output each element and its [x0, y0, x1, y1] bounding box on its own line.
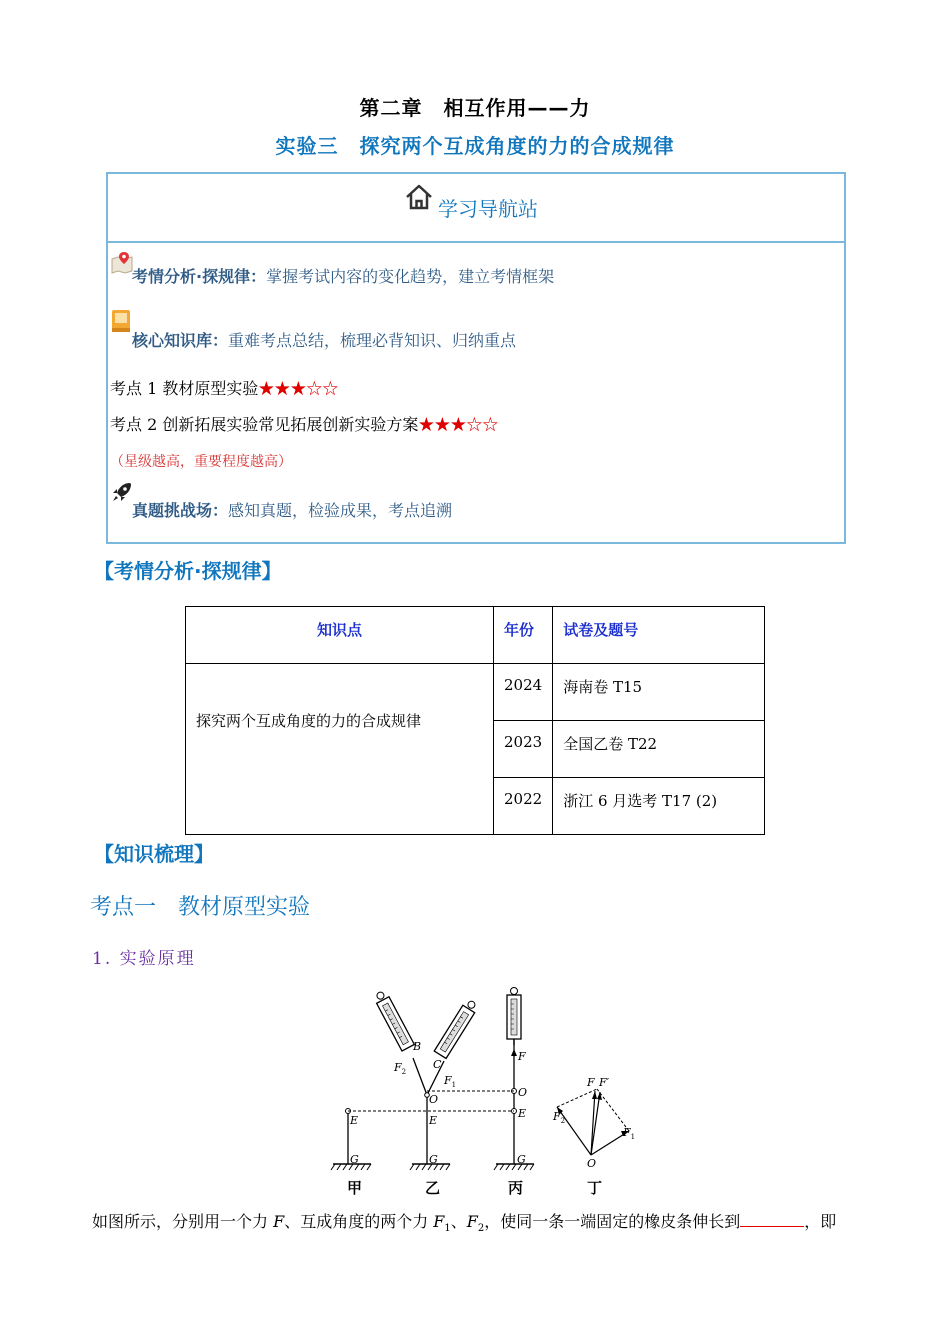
- kaodian-2-line: [110, 412, 498, 435]
- para-text-d: ，即: [804, 1212, 837, 1231]
- label-e-bing: E: [518, 1107, 527, 1120]
- caption-jia: 甲: [347, 1179, 363, 1197]
- table-row: [186, 664, 765, 721]
- principle-paragraph: [92, 1209, 862, 1234]
- kaodian-1-empty-stars: ☆☆: [306, 379, 339, 398]
- label-f-bing: F: [518, 1050, 526, 1063]
- kaodian-2-empty-stars: ☆☆: [466, 415, 499, 434]
- nav-title: 学习导航站: [438, 197, 538, 221]
- spring-scale-vertical: [507, 988, 521, 1046]
- nav-row-analysis-label: 考情分析·探规律：: [132, 267, 267, 286]
- table-cell-paper: 海南卷 T15: [553, 664, 765, 721]
- principle-heading: 1. 实验原理: [92, 949, 196, 969]
- caption-bing: 丙: [508, 1179, 524, 1197]
- label-f1-ding-sub: 1: [630, 1133, 636, 1141]
- label-f2-ding: [552, 1110, 565, 1125]
- label-f2-yi-f: F: [394, 1061, 402, 1074]
- label-f1-ding-f: F: [623, 1126, 631, 1139]
- label-g-bing: G: [517, 1153, 526, 1166]
- label-g-jia: G: [350, 1153, 359, 1166]
- para-text-b: 、互成角度的两个力: [284, 1212, 434, 1231]
- map-pin-icon: [110, 250, 134, 274]
- nav-row-challenge-label: 真题挑战场：: [132, 501, 229, 520]
- para-force-f1: F: [433, 1212, 445, 1231]
- nav-row-challenge-desc: 感知真题，检验成果，考点追溯: [228, 501, 453, 520]
- nav-row-challenge: [132, 498, 452, 521]
- para-force-f2: F: [466, 1212, 478, 1231]
- table-topic-cell: 探究两个互成角度的力的合成规律: [186, 664, 494, 835]
- nav-row-knowledge-desc: 重难考点总结，梳理必背知识、归纳重点: [228, 331, 517, 350]
- nav-row-analysis-desc: 掌握考试内容的变化趋势，建立考情框架: [266, 267, 555, 286]
- spring-scale-left: [373, 989, 415, 1051]
- nav-row-analysis: [132, 264, 554, 287]
- table-cell-year: 2023: [494, 721, 553, 778]
- label-e-yi: E: [429, 1114, 438, 1127]
- label-f1-yi: [443, 1074, 456, 1089]
- label-f2-yi-sub: 2: [401, 1068, 407, 1076]
- kaodian-2-text: 考点 2 创新拓展实验常见拓展创新实验方案: [110, 415, 419, 434]
- kaodian-2-stars: ★★★: [418, 415, 467, 434]
- label-f2-ding-sub: 2: [560, 1117, 566, 1125]
- label-c: C: [433, 1058, 442, 1071]
- chapter-title: 第二章 相互作用——力: [359, 96, 591, 120]
- nav-row-knowledge: [132, 328, 516, 351]
- label-f-ding: F: [587, 1076, 595, 1089]
- experiment-title: 实验三 探究两个互成角度的力的合成规律: [275, 134, 675, 158]
- rocket-icon: [110, 480, 134, 504]
- caption-ding: 丁: [587, 1179, 603, 1197]
- label-e-jia: E: [350, 1114, 359, 1127]
- fill-blank[interactable]: [740, 1212, 804, 1227]
- spring-scale-right: [434, 998, 479, 1058]
- book-icon: [110, 309, 132, 333]
- table-cell-year: 2022: [494, 778, 553, 835]
- label-g-yi: G: [429, 1153, 438, 1166]
- label-f2-ding-f: F: [553, 1110, 561, 1123]
- table-header-paper: 试卷及题号: [553, 607, 765, 664]
- arrow-f-bing: [511, 1049, 517, 1056]
- table-cell-year: 2024: [494, 664, 553, 721]
- table-header-year: 年份: [494, 607, 553, 664]
- label-f1-yi-sub: 1: [451, 1081, 457, 1089]
- nav-header: [108, 174, 844, 243]
- kaodian-1-heading: 考点一 教材原型实验: [90, 895, 311, 920]
- table-cell-paper: 全国乙卷 T22: [553, 721, 765, 778]
- kaodian-1-stars: ★★★: [258, 379, 307, 398]
- kaodian-1-line: [110, 376, 338, 399]
- label-f1-ding: [622, 1126, 635, 1141]
- table-header-row: [186, 607, 765, 664]
- string-b: [413, 1058, 427, 1095]
- para-sub-1: 1: [444, 1223, 451, 1235]
- caption-yi: 乙: [425, 1179, 441, 1197]
- section-title-knowledge: 【知识梳理】: [94, 842, 214, 866]
- kaodian-1-text: 考点 1 教材原型实验: [110, 379, 259, 398]
- para-sub-2: 2: [477, 1223, 485, 1235]
- table-header-topic: 知识点: [186, 607, 494, 664]
- star-note: （星级越高，重要程度越高）: [110, 454, 292, 470]
- label-o-ding: O: [587, 1157, 597, 1170]
- ground-bing: [494, 1164, 534, 1170]
- label-b: B: [413, 1040, 422, 1053]
- para-text-a: 如图所示，分别用一个力: [92, 1212, 274, 1231]
- label-fprime-ding: F′: [599, 1076, 610, 1089]
- label-o-yi: O: [429, 1093, 439, 1106]
- section-title-analysis: 【考情分析·探规律】: [94, 559, 282, 583]
- experiment-figure: [325, 983, 645, 1201]
- para-text-c: ，使同一条一端固定的橡皮条伸长到: [484, 1212, 741, 1231]
- label-o-bing: O: [518, 1086, 528, 1099]
- nav-row-knowledge-label: 核心知识库：: [132, 331, 229, 350]
- para-sep: 、: [450, 1212, 467, 1231]
- learning-nav-box: [106, 172, 846, 544]
- para-force-f: F: [273, 1212, 285, 1231]
- force-diagram: [557, 1089, 629, 1155]
- label-f2-yi: [393, 1061, 406, 1076]
- home-icon: [404, 182, 434, 212]
- exam-table: [185, 606, 765, 835]
- table-cell-paper: 浙江 6 月选考 T17 (2): [553, 778, 765, 835]
- label-f1-yi-f: F: [444, 1074, 452, 1087]
